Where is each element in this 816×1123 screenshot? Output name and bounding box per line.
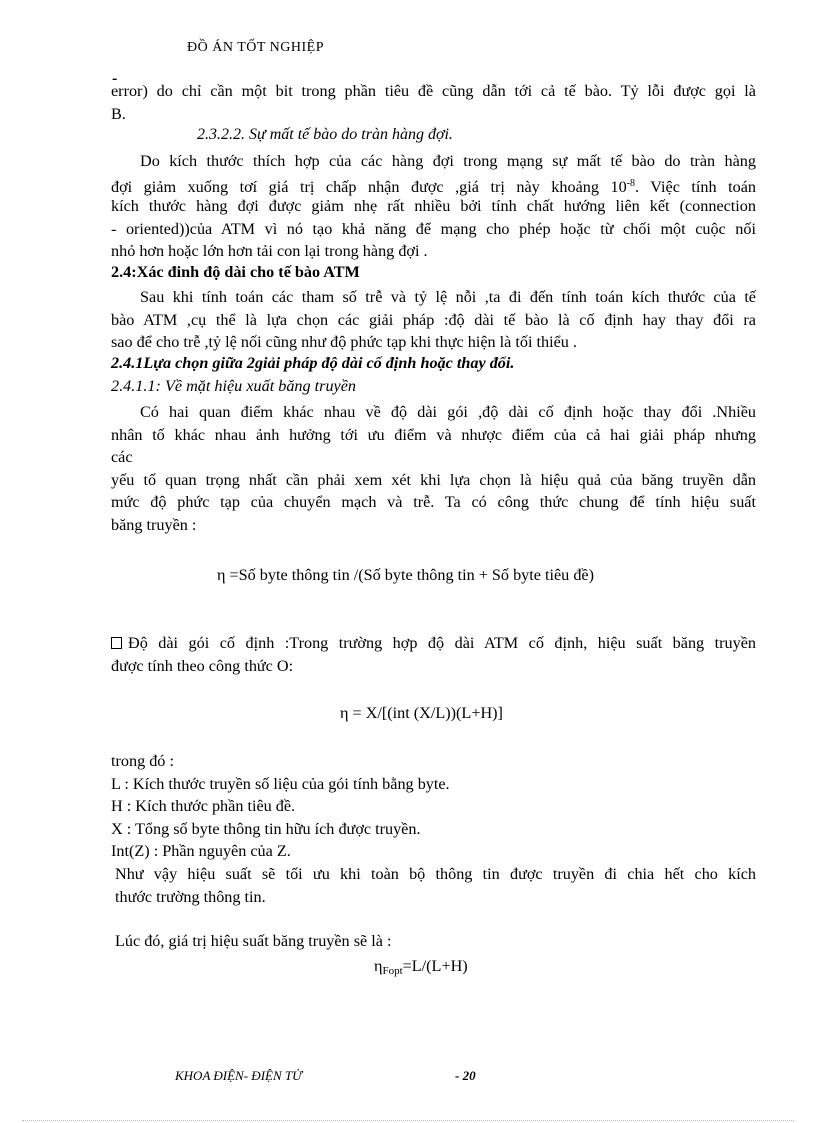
text-line: sao để cho trễ ,tỷ lệ nối cũng như độ phức tạp khi thực hiện là tối thiểu .: [111, 333, 577, 351]
text-line: error) do chỉ cần một bit trong phần tiêu đề cũng dẫn tới cả tế bào. Tỷ lỗi được gọi là: [111, 82, 756, 100]
paragraph-optimal: [115, 863, 756, 908]
paragraph-queue-overflow: [111, 150, 756, 263]
text-line: Có hai quan điểm khác nhau về độ dài gói ,độ dài cố định hoặc thay đổi .Nhiều: [140, 403, 756, 421]
text-line: các: [111, 448, 133, 466]
text-line: B.: [111, 104, 126, 123]
paragraph-efficiency: [111, 401, 756, 536]
paragraph-optimal-value: Lúc đó, giá trị hiệu suất băng truyền sẽ là :: [115, 932, 392, 950]
text-line: thước trường thông tin.: [115, 887, 266, 906]
text-line: Như vậy hiệu suất sẽ tối ưu khi toàn bộ thông tin được truyền đi chia hết cho kích: [115, 865, 756, 883]
text-line: băng truyền :: [111, 515, 197, 534]
page-header: ĐỒ ÁN TỐT NGHIỆP: [187, 40, 324, 55]
definition-L: L : Kích thước truyền số liệu của gói tính bằng byte.: [111, 774, 450, 793]
bullet-box-icon: [111, 637, 122, 649]
text-line: Độ dài gói cố định :Trong trường hợp độ dài ATM cố định, hiệu suất băng truyền: [111, 632, 756, 655]
text-line: yếu tố quan trọng nhất cần phải xem xét khi lựa chọn là hiệu quả của băng truyền dẫn: [111, 470, 756, 489]
text-line: đợi giảm xuống tơí giá trị chấp nhận được ,giá trị này khoảng $10^{-8}$. Việc tính toán: [111, 177, 756, 196]
text-line: kích thước hàng đợi được giảm nhẹ rất nhiều bởi tính chất hướng liên kết (connection: [111, 197, 756, 215]
definition-H: H : Kích thước phần tiêu đề.: [111, 797, 296, 815]
section-heading-2-4-1-1: 2.4.1.1: Về mặt hiệu xuất băng truyền: [111, 377, 357, 395]
section-heading-2-4-1: 2.4.1Lựa chọn giữa 2giải pháp độ dài cố định hoặc thay đổi.: [111, 354, 515, 372]
formula-optimal: $\eta_{Fopt}=L/(L+H)$: [374, 957, 468, 977]
text-line: được tính theo công thức O:: [111, 656, 294, 675]
text-line: nhỏ hơn hoặc lớn hơn tải con lại trong hàng đợi .: [111, 242, 428, 260]
text-line: - oriented))của ATM vì nó tạo khả năng để mạng cho phép hoặc từ chối một cuộc nối: [111, 219, 756, 238]
text-line: nhân tố khác nhau ảnh hưởng tới ưu điểm và nhược điểm của cả hai giải pháp nhưng: [111, 425, 756, 444]
definition-X: X : Tổng số byte thông tin hữu ích được truyền.: [111, 819, 421, 838]
section-heading-2-3-2-2: 2.3.2.2. Sự mất tế bào do tràn hàng đợi.: [197, 126, 453, 143]
text-line: mức độ phức tạp của chuyển mạch và trễ. Ta có công thức chung để tính hiệu suất: [111, 493, 756, 511]
paragraph-cell-length: [111, 286, 756, 354]
definition-intro: trong đó :: [111, 752, 174, 770]
section-heading-2-4: 2.4:Xác đinh độ dài cho tế bào ATM: [111, 263, 360, 281]
bullet-paragraph-fixed-length: [111, 632, 756, 677]
definition-int: Int(Z) : Phần nguyên của Z.: [111, 842, 291, 860]
formula-efficiency-general: η =Số byte thông tin /(Số byte thông tin + Số byte tiêu đề): [217, 566, 594, 584]
footer-faculty: KHOA ĐIỆN- ĐIỆN TỬ: [175, 1068, 302, 1083]
text-line: bào ATM ,cụ thể là lựa chọn các giải pháp :độ dài tế bào là cố định hay thay đổi ra: [111, 310, 756, 329]
continuation-dash: -: [112, 70, 118, 87]
text-line: Sau khi tính toán các tham số trễ và tỷ lệ nỗi ,ta đi đến tính toán kích thước của tế: [140, 288, 756, 306]
formula-fixed-length: η = X/[(int (X/L))(L+H)]: [340, 704, 503, 722]
definitions-list: [111, 750, 756, 863]
page-bottom-divider: [22, 1120, 794, 1121]
text-line: Do kích thước thích hợp của các hàng đợi trong mạng sự mất tế bào do tràn hàng: [140, 152, 756, 170]
continuation-paragraph: [111, 80, 756, 125]
footer-page-number: - 20: [455, 1068, 476, 1083]
